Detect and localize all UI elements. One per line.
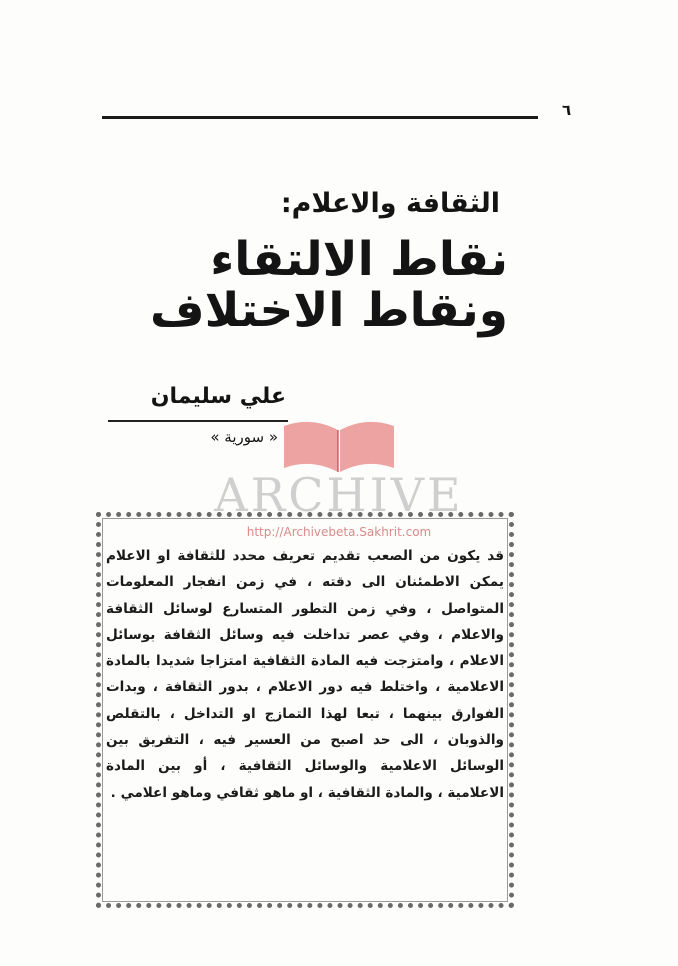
page-number: ٦ xyxy=(562,101,572,119)
author-rule xyxy=(108,420,288,422)
excerpt-text: قد يكون من الصعب تقديم تعريف محدد للثقافة او الاعلام يمكن الاطمئنان الى دقته ، في زمن انفجار المعلومات المتواصل ، وفي زمن التطور المتسارع لوسائل الثقافة والاعلام ، وفي عصر تداخلت فيه وسائل الثقافة بوسائل الاعلام ، وامتزجت فيه المادة الثقافية امتزاجا شديدا بالمادة الاعلامية ، واختلط فيه دور الاعلام ، بدور الثقافة ، وبدات الفوارق بينهما ، تبعا لهذا التمازج او التداخل ، بالتقلص والذوبان ، الى حد اصبح من العسير فيه ، التفريق بين الوسائل الاعلامية والوسائل الثقافية ، أو بين المادة الاعلامية ، والمادة الثقافية ، او ماهو ثقافي وماهو اعلامي . xyxy=(106,548,504,801)
archive-book-logo-icon xyxy=(276,414,402,476)
watermark-url: http://Archivebeta.Sakhrit.com xyxy=(246,525,432,539)
article-title-line-2: ونقاط الاختلاف xyxy=(150,283,508,338)
header-rule xyxy=(102,116,538,119)
author-name: علي سليمان xyxy=(150,384,286,409)
watermark-archive: ARCHIVE xyxy=(214,468,464,522)
author-country: « سورية » xyxy=(210,428,278,446)
article-supertitle: الثقافة والاعلام: xyxy=(280,188,500,219)
article-title-line-1: نقاط الالتقاء xyxy=(210,232,508,287)
